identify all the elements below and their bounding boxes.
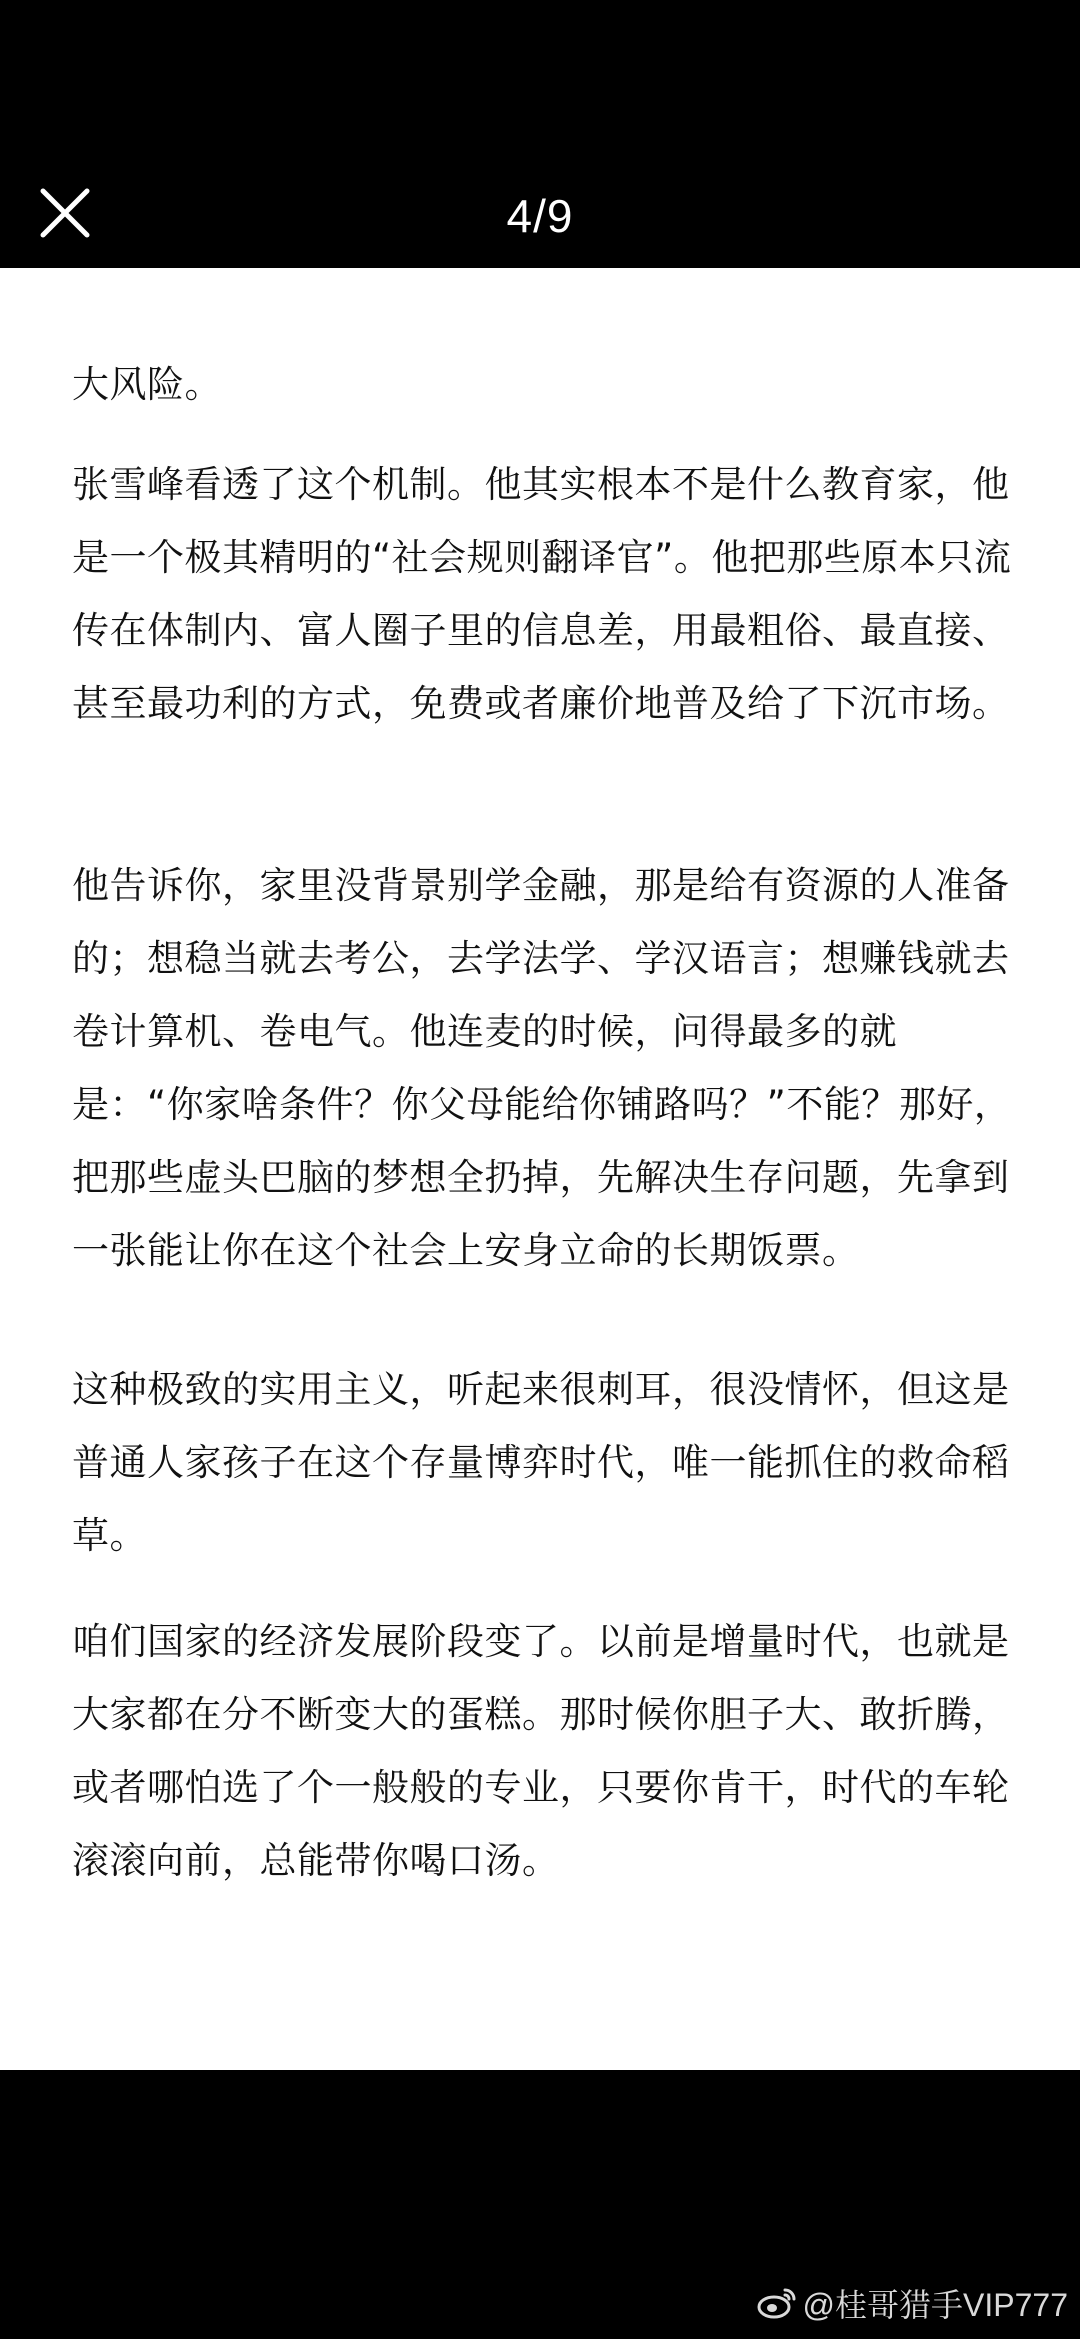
watermark	[757, 2277, 1068, 2329]
viewer-top-bar	[0, 0, 1080, 268]
paragraph-1: 大风险。	[72, 363, 222, 406]
viewer-bottom-bar	[0, 2070, 1080, 2339]
paragraph-4: 这种极致的实用主义，听起来很刺耳，很没情怀，但这是普通人家孩子在这个存量博弈时代，唯一能抓住的救命稻草。	[72, 1368, 1010, 1557]
weibo-logo-icon	[757, 2286, 797, 2320]
paragraph-5: 咱们国家的经济发展阶段变了。以前是增量时代，也就是大家都在分不断变大的蛋糕。那时候你胆子大、敢折腾，或者哪怕选了个一般般的专业，只要你肯干，时代的车轮滚滚向前，总能带你喝口汤。	[72, 1620, 1010, 1882]
article-page	[0, 268, 1080, 2070]
watermark-text: @桂哥猎手VIP777	[802, 2287, 1068, 2323]
page-counter: 4/9	[506, 190, 574, 242]
paragraph-3: 他告诉你，家里没背景别学金融，那是给有资源的人准备的；想稳当就去考公，去学法学、学汉语言；想赚钱就去卷计算机、卷电气。他连麦的时候，问得最多的就是：“你家啥条件？你父母能给你铺路吗？”不能？那好，把那些虚头巴脑的梦想全扔掉，先解决生存问题，先拿到一张能让你在这个社会上安身立命的长期饭票。	[72, 864, 1012, 1272]
paragraph-2: 张雪峰看透了这个机制。他其实根本不是什么教育家，他是一个极其精明的“社会规则翻译官”。他把那些原本只流传在体制内、富人圈子里的信息差，用最粗俗、最直接、甚至最功利的方式，免费或者廉价地普及给了下沉市场。	[72, 463, 1012, 725]
